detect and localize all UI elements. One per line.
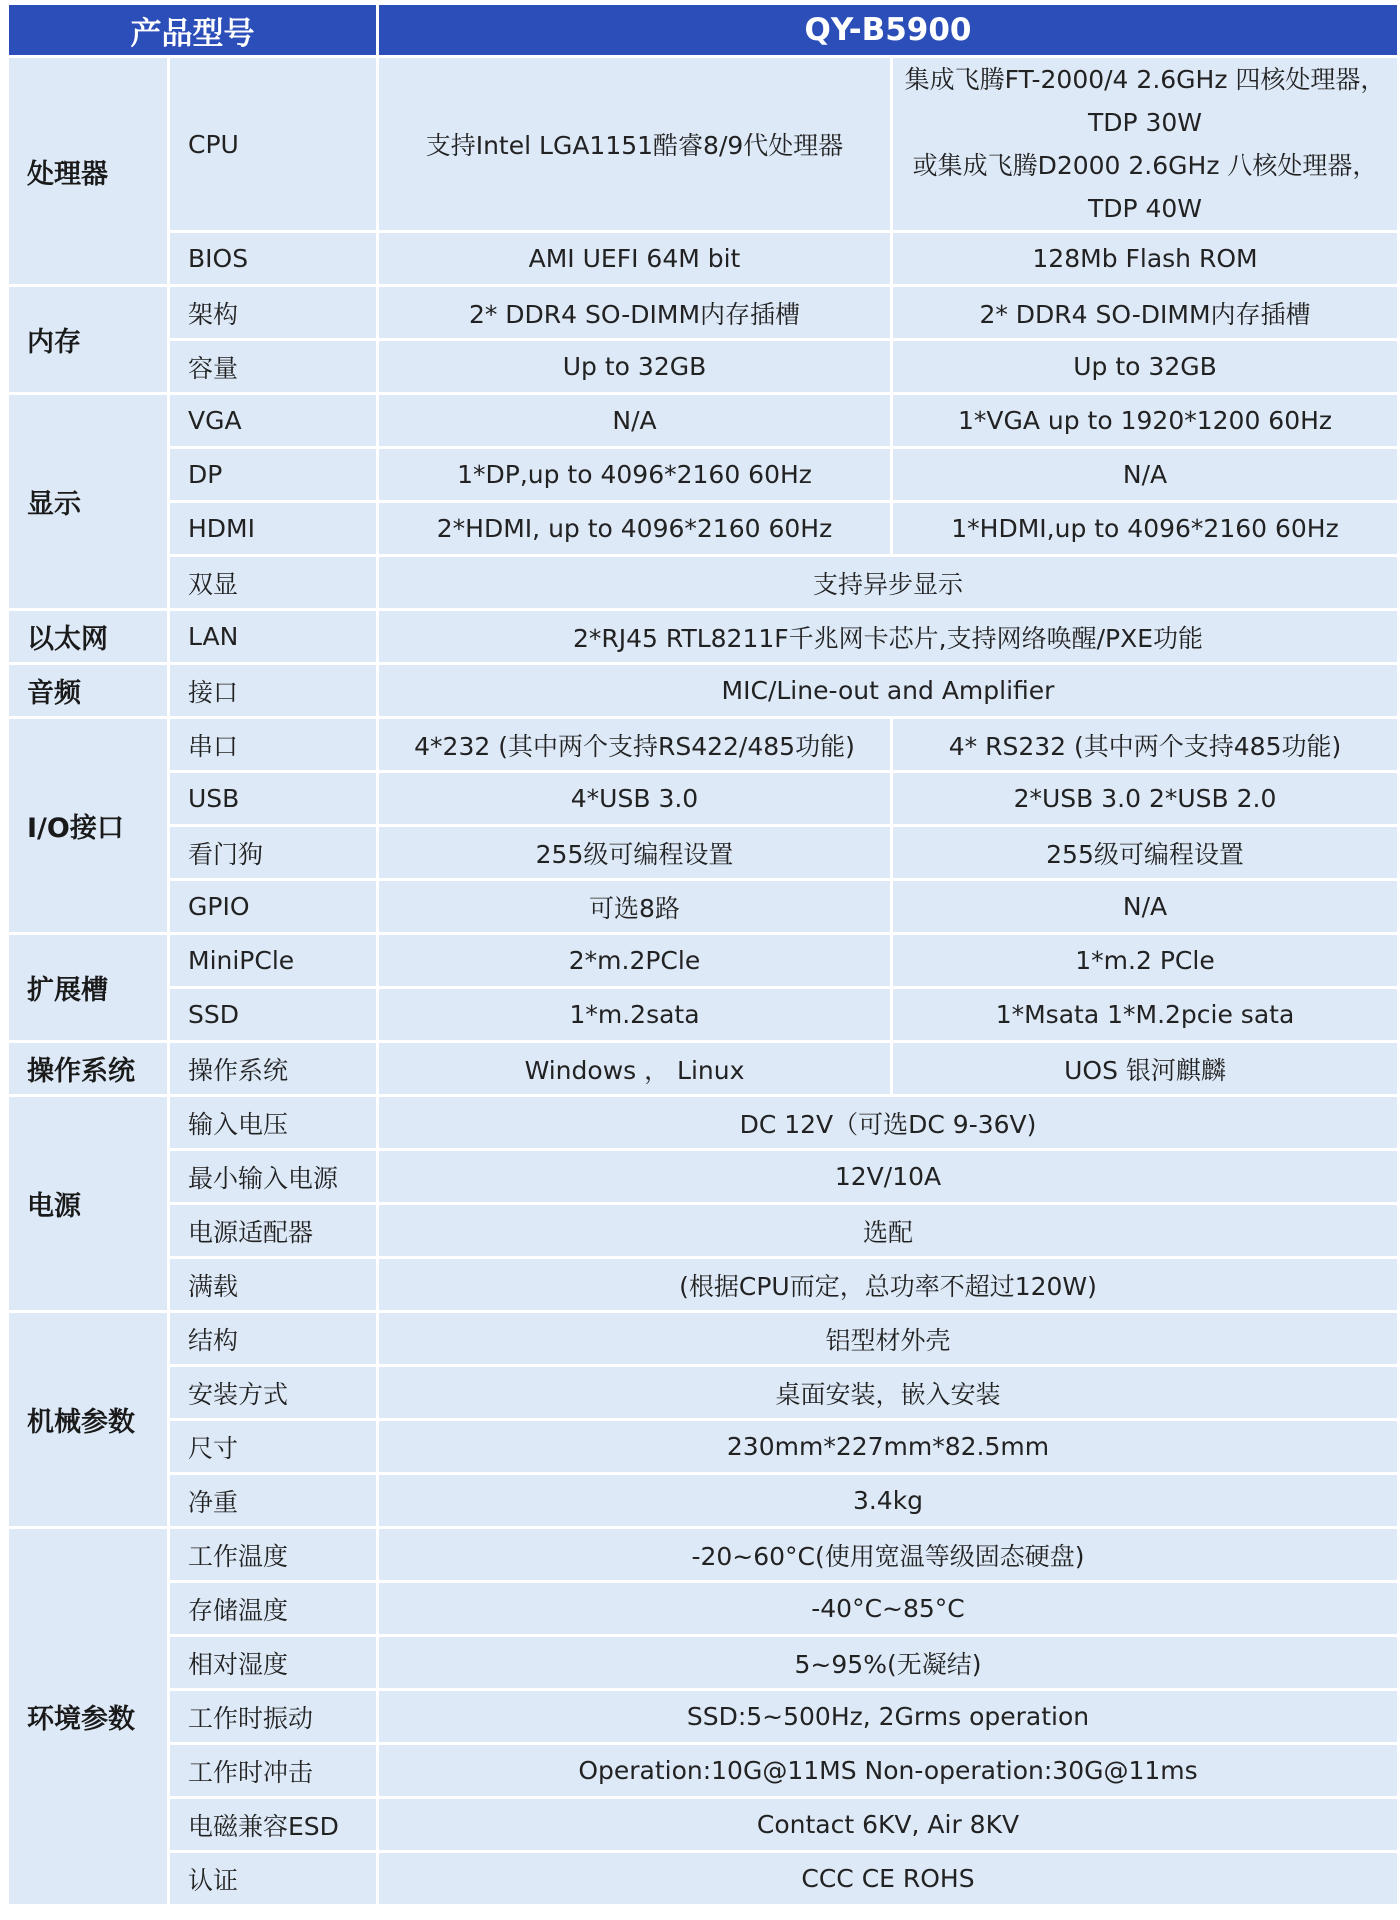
item-cell: 最小输入电源 xyxy=(170,1151,376,1202)
item-cell: HDMI xyxy=(170,503,376,554)
value-cell-config-a: Up to 32GB xyxy=(379,341,890,392)
table-row xyxy=(9,1475,1397,1526)
item-cell: 存储温度 xyxy=(170,1583,376,1634)
table-row xyxy=(9,449,1397,500)
category-cell: 内存 xyxy=(9,287,167,392)
item-cell: 看门狗 xyxy=(170,827,376,878)
value-cell-shared: (根据CPU而定，总功率不超过120W) xyxy=(379,1259,1397,1310)
item-cell: 输入电压 xyxy=(170,1097,376,1148)
table-row xyxy=(9,1853,1397,1904)
category-cell: 扩展槽 xyxy=(9,935,167,1040)
table-row xyxy=(9,773,1397,824)
item-cell: 操作系统 xyxy=(170,1043,376,1094)
table-row xyxy=(9,287,1397,338)
table-row xyxy=(9,827,1397,878)
value-cell-shared: 2*RJ45 RTL8211F千兆网卡芯片,支持网络唤醒/PXE功能 xyxy=(379,611,1397,662)
header-row xyxy=(9,5,1397,55)
value-cell-shared: 铝型材外壳 xyxy=(379,1313,1397,1364)
item-cell: USB xyxy=(170,773,376,824)
value-cell-config-a: AMI UEFI 64M bit xyxy=(379,233,890,284)
value-line: 或集成飞腾D2000 2.6GHz 八核处理器， xyxy=(912,151,1378,180)
item-cell: LAN xyxy=(170,611,376,662)
table-row xyxy=(9,665,1397,716)
item-cell: 电源适配器 xyxy=(170,1205,376,1256)
table-row xyxy=(9,935,1397,986)
table-row xyxy=(9,1637,1397,1688)
value-cell-config-b: UOS 银河麒麟 xyxy=(893,1043,1397,1094)
item-cell: 相对湿度 xyxy=(170,1637,376,1688)
value-line: TDP 40W xyxy=(1087,194,1203,223)
category-cell: 电源 xyxy=(9,1097,167,1310)
table-row xyxy=(9,989,1397,1040)
table-row xyxy=(9,1151,1397,1202)
value-cell-shared: SSD:5~500Hz, 2Grms operation xyxy=(379,1691,1397,1742)
table-row xyxy=(9,1529,1397,1580)
table-row xyxy=(9,1097,1397,1148)
item-cell: 电磁兼容ESD xyxy=(170,1799,376,1850)
header-model: QY-B5900 xyxy=(379,5,1397,55)
item-cell: SSD xyxy=(170,989,376,1040)
value-cell-config-b: 1*Msata 1*M.2pcie sata xyxy=(893,989,1397,1040)
item-cell: 双显 xyxy=(170,557,376,608)
table-row xyxy=(9,1205,1397,1256)
table-row xyxy=(9,58,1397,230)
category-cell: 显示 xyxy=(9,395,167,608)
spec-table xyxy=(6,2,1400,1907)
item-cell: GPIO xyxy=(170,881,376,932)
category-cell: 处理器 xyxy=(9,58,167,284)
value-cell-shared: -20~60°C(使用宽温等级固态硬盘) xyxy=(379,1529,1397,1580)
value-cell-config-a: 2*HDMI, up to 4096*2160 60Hz xyxy=(379,503,890,554)
table-row xyxy=(9,341,1397,392)
item-cell: 接口 xyxy=(170,665,376,716)
value-cell-config-a: Windows ， Linux xyxy=(379,1043,890,1094)
value-cell-shared: MIC/Line-out and Amplifier xyxy=(379,665,1397,716)
value-cell-config-b: 1*VGA up to 1920*1200 60Hz xyxy=(893,395,1397,446)
category-cell: 环境参数 xyxy=(9,1529,167,1904)
category-cell: I/O接口 xyxy=(9,719,167,932)
value-cell-config-a: 可选8路 xyxy=(379,881,890,932)
value-cell-config-a: N/A xyxy=(379,395,890,446)
value-line: 集成飞腾FT-2000/4 2.6GHz 四核处理器， xyxy=(904,65,1386,94)
value-cell-config-b: N/A xyxy=(893,881,1397,932)
item-cell: DP xyxy=(170,449,376,500)
item-cell: 工作时振动 xyxy=(170,1691,376,1742)
header-label: 产品型号 xyxy=(9,5,376,55)
value-cell-config-b: 2* DDR4 SO-DIMM内存插槽 xyxy=(893,287,1397,338)
table-row xyxy=(9,1745,1397,1796)
item-cell: CPU xyxy=(170,58,376,230)
value-cell-shared: 12V/10A xyxy=(379,1151,1397,1202)
item-cell: 净重 xyxy=(170,1475,376,1526)
table-row xyxy=(9,503,1397,554)
table-row xyxy=(9,1799,1397,1850)
value-cell-shared: 选配 xyxy=(379,1205,1397,1256)
item-cell: MiniPCle xyxy=(170,935,376,986)
value-cell-config-a: 1*m.2sata xyxy=(379,989,890,1040)
value-cell-shared: 桌面安装，嵌入安装 xyxy=(379,1367,1397,1418)
table-row xyxy=(9,557,1397,608)
item-cell: 满载 xyxy=(170,1259,376,1310)
value-cell-config-b: 1*m.2 PCle xyxy=(893,935,1397,986)
table-row xyxy=(9,1583,1397,1634)
table-row xyxy=(9,1421,1397,1472)
item-cell: BIOS xyxy=(170,233,376,284)
value-cell-config-b: Up to 32GB xyxy=(893,341,1397,392)
item-cell: 架构 xyxy=(170,287,376,338)
item-cell: 工作时冲击 xyxy=(170,1745,376,1796)
value-cell-config-b: 4* RS232 (其中两个支持485功能) xyxy=(893,719,1397,770)
value-cell-config-b: N/A xyxy=(893,449,1397,500)
value-cell-shared: 支持异步显示 xyxy=(379,557,1397,608)
item-cell: 安装方式 xyxy=(170,1367,376,1418)
value-cell-config-b: 255级可编程设置 xyxy=(893,827,1397,878)
spec-body xyxy=(9,58,1397,1904)
value-cell-config-b: 1*HDMI,up to 4096*2160 60Hz xyxy=(893,503,1397,554)
item-cell: 尺寸 xyxy=(170,1421,376,1472)
value-cell-shared: 230mm*227mm*82.5mm xyxy=(379,1421,1397,1472)
item-cell: 工作温度 xyxy=(170,1529,376,1580)
table-row xyxy=(9,1313,1397,1364)
item-cell: 结构 xyxy=(170,1313,376,1364)
table-row xyxy=(9,395,1397,446)
value-cell-config-b: 128Mb Flash ROM xyxy=(893,233,1397,284)
table-row xyxy=(9,1043,1397,1094)
table-row xyxy=(9,881,1397,932)
value-cell-config-b: 2*USB 3.0 2*USB 2.0 xyxy=(893,773,1397,824)
table-row xyxy=(9,1259,1397,1310)
item-cell: 认证 xyxy=(170,1853,376,1904)
item-cell: VGA xyxy=(170,395,376,446)
value-cell-config-a: 支持Intel LGA1151酷睿8/9代处理器 xyxy=(379,58,890,230)
value-cell-config-a: 2*m.2PCle xyxy=(379,935,890,986)
item-cell: 容量 xyxy=(170,341,376,392)
table-row xyxy=(9,719,1397,770)
item-cell: 串口 xyxy=(170,719,376,770)
category-cell: 机械参数 xyxy=(9,1313,167,1526)
value-cell-shared: 3.4kg xyxy=(379,1475,1397,1526)
value-cell-shared: -40°C~85°C xyxy=(379,1583,1397,1634)
value-cell-config-a: 1*DP,up to 4096*2160 60Hz xyxy=(379,449,890,500)
value-cell-shared: Operation:10G@11MS Non-operation:30G@11ms xyxy=(379,1745,1397,1796)
category-cell: 音频 xyxy=(9,665,167,716)
value-cell-shared: 5~95%(无凝结) xyxy=(379,1637,1397,1688)
table-row xyxy=(9,1367,1397,1418)
value-cell-config-a: 4*USB 3.0 xyxy=(379,773,890,824)
value-cell-shared: DC 12V（可选DC 9-36V) xyxy=(379,1097,1397,1148)
value-cell-config-a: 2* DDR4 SO-DIMM内存插槽 xyxy=(379,287,890,338)
value-cell-shared: Contact 6KV, Air 8KV xyxy=(379,1799,1397,1850)
category-cell: 操作系统 xyxy=(9,1043,167,1094)
category-cell: 以太网 xyxy=(9,611,167,662)
table-row xyxy=(9,233,1397,284)
value-cell-config-b xyxy=(893,58,1397,230)
table-row xyxy=(9,1691,1397,1742)
value-cell-shared: CCC CE ROHS xyxy=(379,1853,1397,1904)
value-cell-config-a: 255级可编程设置 xyxy=(379,827,890,878)
value-line: TDP 30W xyxy=(1087,108,1203,137)
table-row xyxy=(9,611,1397,662)
value-cell-config-a: 4*232 (其中两个支持RS422/485功能) xyxy=(379,719,890,770)
